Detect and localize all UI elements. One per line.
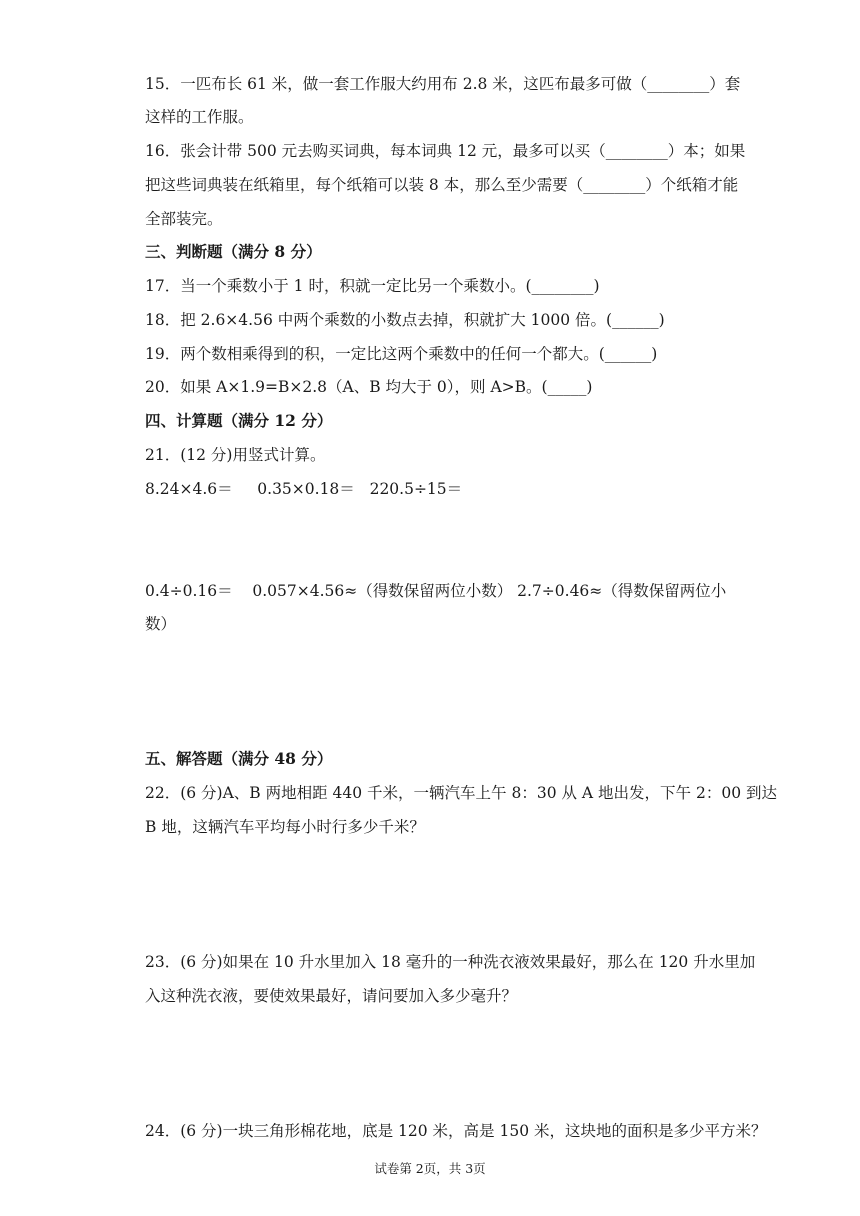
calculation-row-2-line-1: 0.4÷0.16＝ 0.057×4.56≈（得数保留两位小数） 2.7÷0.46≈（得数保留两位小 [145,582,727,600]
question-16-line-2: 把这些词典装在纸箱里，每个纸箱可以装 8 本，那么至少需要（________）个纸箱才能 [145,176,739,194]
section-5-heading: 五、解答题（满分 48 分） [145,749,333,768]
question-15-line-2: 这样的工作服。 [145,108,254,126]
question-19: 19．两个数相乘得到的积，一定比这两个乘数中的任何一个都大。(______) [145,345,658,363]
question-23-line-1: 23．(6 分)如果在 10 升水里加入 18 毫升的一种洗衣液效果最好，那么在 120 升水里加 [145,953,756,971]
question-22-line-1: 22．(6 分)A、B 两地相距 440 千米，一辆汽车上午 8：30 从 A 地出发，下午 2：00 到达 [145,784,777,802]
question-23-line-2: 入这种洗衣液，要使效果最好，请问要加入多少毫升？ [145,987,518,1005]
question-24: 24．(6 分)一块三角形棉花地，底是 120 米，高是 150 米，这块地的面积是多少平方米？ [145,1122,767,1140]
question-16-line-3: 全部装完。 [145,210,223,228]
question-16-line-1: 16．张会计带 500 元去购买词典，每本词典 12 元，最多可以买（________）本；如果 [145,142,746,160]
section-4-heading: 四、计算题（满分 12 分） [145,411,333,430]
question-15-line-1: 15．一匹布长 61 米，做一套工作服大约用布 2.8 米，这匹布最多可做（________）套 [145,75,741,93]
section-3-heading: 三、判断题（满分 8 分） [145,242,322,261]
calculation-row-1: 8.24×4.6＝ 0.35×0.18＝ 220.5÷15＝ [145,480,463,498]
question-20: 20．如果 A×1.9=B×2.8（A、B 均大于 0），则 A>B。(_____) [145,378,593,396]
question-17: 17．当一个乘数小于 1 时，积就一定比另一个乘数小。(________) [145,277,600,295]
question-18: 18．把 2.6×4.56 中两个乘数的小数点去掉，积就扩大 1000 倍。(______) [145,311,665,329]
page-footer: 试卷第 2页，共 3页 [374,1161,486,1176]
question-22-line-2: B 地，这辆汽车平均每小时行多少千米？ [145,818,425,836]
calculation-row-2-line-2: 数） [145,615,177,633]
question-21: 21．(12 分)用竖式计算。 [145,446,326,464]
